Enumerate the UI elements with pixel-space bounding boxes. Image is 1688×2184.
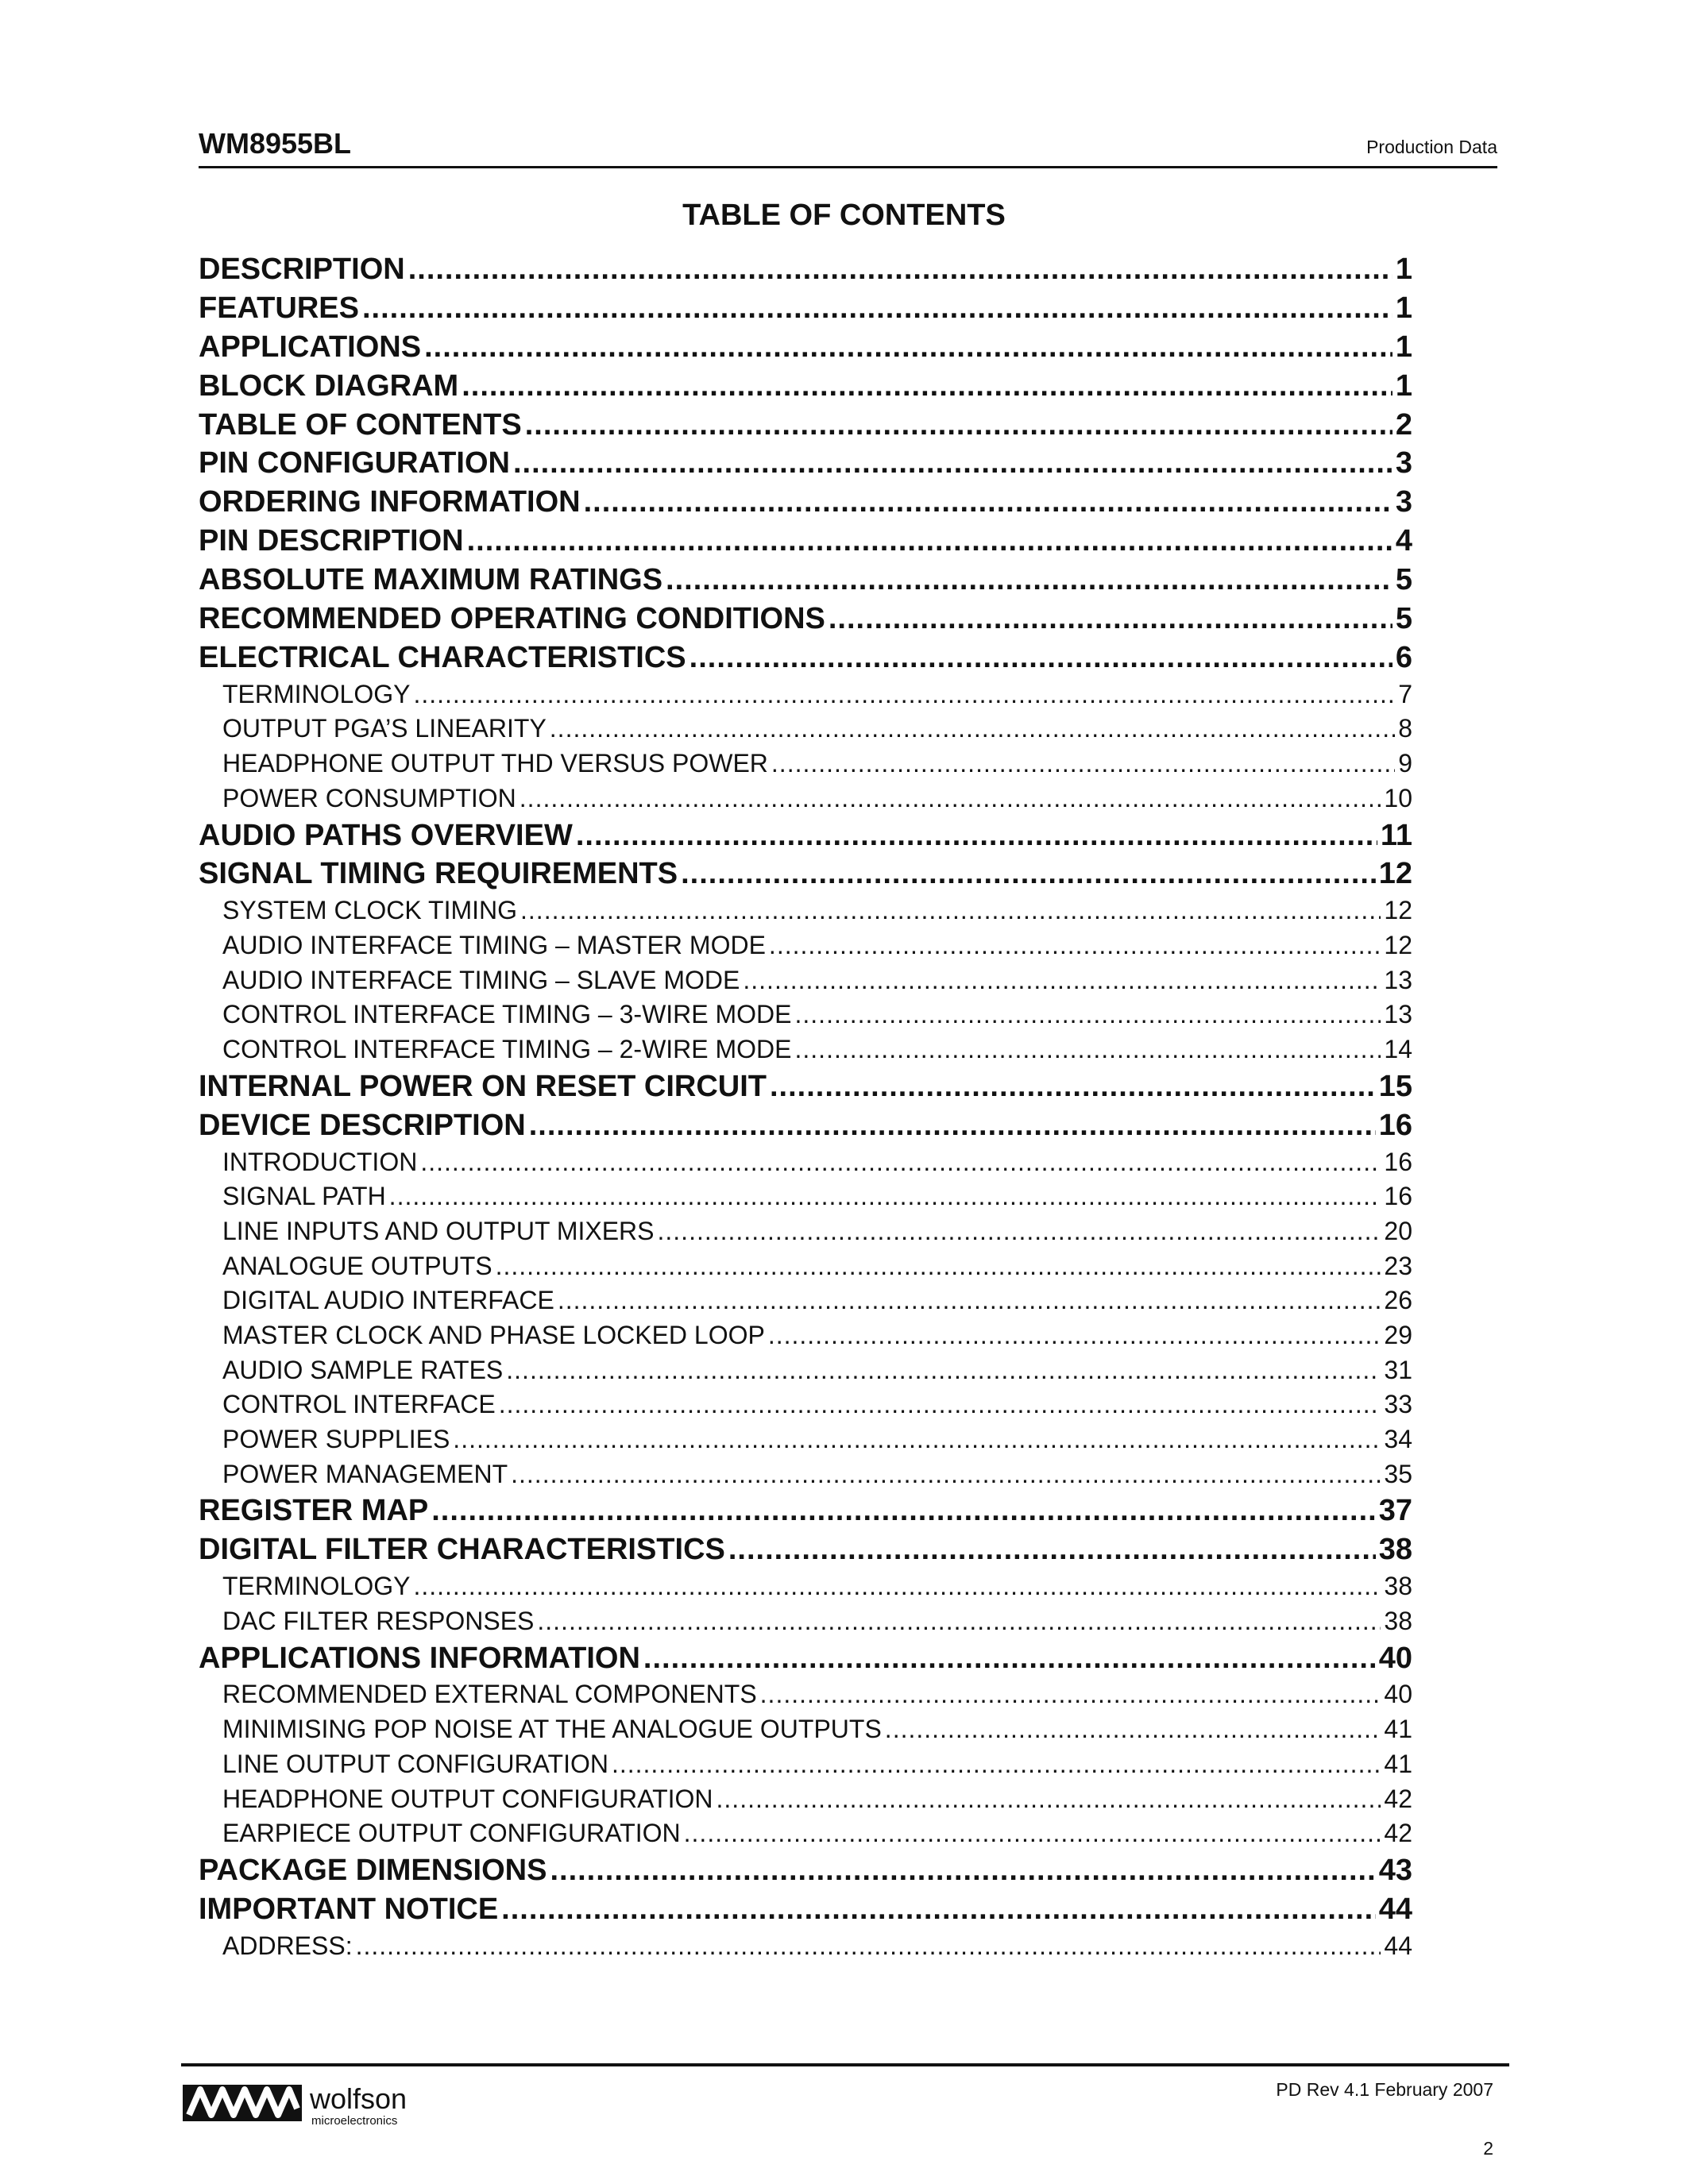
doc-status: Production Data bbox=[1366, 137, 1497, 157]
toc-subsection-entry[interactable] bbox=[199, 1252, 1412, 1287]
toc-entry-label: DIGITAL FILTER CHARACTERISTICS bbox=[199, 1533, 725, 1567]
toc-dot-leader bbox=[506, 1356, 1381, 1385]
toc-entry-page: 40 bbox=[1384, 1680, 1412, 1709]
toc-entry-label: INTERNAL POWER ON RESET CIRCUIT bbox=[199, 1069, 767, 1103]
toc-dot-leader bbox=[795, 1035, 1381, 1064]
toc-dot-leader bbox=[525, 408, 1393, 442]
toc-section-entry[interactable] bbox=[199, 485, 1412, 524]
toc-section-entry[interactable] bbox=[199, 1854, 1412, 1893]
toc-entry-page: 6 bbox=[1395, 640, 1412, 674]
toc-subsection-entry[interactable] bbox=[199, 1148, 1412, 1183]
toc-dot-leader bbox=[520, 896, 1381, 925]
toc-dot-leader bbox=[717, 1785, 1381, 1814]
toc-section-entry[interactable] bbox=[199, 446, 1412, 485]
toc-entry-page: 5 bbox=[1395, 602, 1412, 636]
toc-dot-leader bbox=[666, 563, 1393, 597]
toc-entry-label: HEADPHONE OUTPUT THD VERSUS POWER bbox=[222, 749, 768, 778]
toc-entry-label: MINIMISING POP NOISE AT THE ANALOGUE OUTPUTS bbox=[222, 1715, 882, 1744]
toc-dot-leader bbox=[513, 446, 1393, 480]
toc-entry-label: TERMINOLOGY bbox=[222, 1572, 411, 1601]
toc-subsection-entry[interactable] bbox=[199, 896, 1412, 931]
toc-entry-label: BLOCK DIAGRAM bbox=[199, 369, 459, 403]
toc-section-entry[interactable] bbox=[199, 524, 1412, 563]
toc-entry-page: 5 bbox=[1395, 563, 1412, 597]
toc-dot-leader bbox=[550, 1854, 1375, 1888]
toc-entry-page: 12 bbox=[1384, 931, 1412, 960]
toc-subsection-entry[interactable] bbox=[199, 1460, 1412, 1495]
toc-subsection-entry[interactable] bbox=[199, 680, 1412, 715]
toc-entry-page: 20 bbox=[1384, 1216, 1412, 1245]
header-divider bbox=[199, 166, 1497, 168]
toc-dot-leader bbox=[829, 602, 1393, 636]
toc-entry-label: SIGNAL TIMING REQUIREMENTS bbox=[199, 857, 678, 891]
toc-entry-page: 29 bbox=[1384, 1320, 1412, 1349]
toc-entry-page: 1 bbox=[1395, 253, 1412, 286]
toc-dot-leader bbox=[658, 1217, 1381, 1246]
toc-dot-leader bbox=[529, 1109, 1376, 1143]
toc-dot-leader bbox=[584, 485, 1393, 519]
toc-entry-label: OUTPUT PGA’S LINEARITY bbox=[222, 714, 547, 743]
toc-entry-page: 38 bbox=[1378, 1533, 1412, 1567]
toc-subsection-entry[interactable] bbox=[199, 1390, 1412, 1425]
logo-subtitle: microelectronics bbox=[311, 2114, 398, 2128]
toc-dot-leader bbox=[550, 714, 1395, 743]
toc-entry-page: 8 bbox=[1398, 714, 1412, 743]
toc-entry-label: APPLICATIONS bbox=[199, 330, 422, 364]
toc-entry-page: 16 bbox=[1378, 1108, 1412, 1142]
toc-dot-leader bbox=[689, 641, 1393, 675]
toc-subsection-entry[interactable] bbox=[199, 1425, 1412, 1460]
toc-entry-label: APPLICATIONS INFORMATION bbox=[199, 1641, 640, 1675]
toc-entry-label: TABLE OF CONTENTS bbox=[199, 407, 522, 442]
toc-section-entry[interactable] bbox=[199, 408, 1412, 447]
toc-dot-leader bbox=[558, 1286, 1381, 1315]
toc-entry-label: ADDRESS: bbox=[222, 1931, 353, 1960]
toc-entry-label: POWER MANAGEMENT bbox=[222, 1459, 508, 1488]
toc-subsection-entry[interactable] bbox=[199, 1931, 1412, 1966]
part-number: WM8955BL bbox=[199, 127, 352, 160]
toc-entry-label: CONTROL INTERFACE TIMING – 2-WIRE MODE bbox=[222, 1035, 792, 1064]
toc-entry-page: 26 bbox=[1384, 1286, 1412, 1315]
toc-entry-label: AUDIO INTERFACE TIMING – MASTER MODE bbox=[222, 931, 766, 960]
toc-entry-label: SYSTEM CLOCK TIMING bbox=[222, 896, 518, 925]
toc-dot-leader bbox=[462, 369, 1393, 403]
toc-section-entry[interactable] bbox=[199, 1109, 1412, 1148]
toc-entry-label: PACKAGE DIMENSIONS bbox=[199, 1853, 547, 1887]
page-number: 2 bbox=[1483, 2138, 1493, 2159]
toc-subsection-entry[interactable] bbox=[199, 1750, 1412, 1785]
toc-entry-label: INTRODUCTION bbox=[222, 1147, 418, 1176]
toc-entry-label: DEVICE DESCRIPTION bbox=[199, 1108, 526, 1142]
toc-dot-leader bbox=[467, 524, 1393, 558]
toc-dot-leader bbox=[413, 680, 1395, 709]
toc-dot-leader bbox=[362, 291, 1393, 326]
toc-subsection-entry[interactable] bbox=[199, 1035, 1412, 1070]
toc-section-entry[interactable] bbox=[199, 819, 1412, 858]
toc-dot-leader bbox=[501, 1893, 1376, 1927]
toc-entry-page: 1 bbox=[1395, 369, 1412, 403]
toc-entry-label: FEATURES bbox=[199, 291, 359, 325]
toc-entry-page: 42 bbox=[1384, 1819, 1412, 1848]
toc-entry-page: 13 bbox=[1384, 1000, 1412, 1029]
toc-dot-leader bbox=[520, 784, 1381, 813]
toc-entry-label: REGISTER MAP bbox=[199, 1494, 429, 1528]
toc-dot-leader bbox=[537, 1607, 1381, 1636]
toc-entry-page: 3 bbox=[1395, 446, 1412, 480]
toc-dot-leader bbox=[612, 1750, 1381, 1779]
toc-entry-label: DESCRIPTION bbox=[199, 253, 405, 286]
toc-entry-label: MASTER CLOCK AND PHASE LOCKED LOOP bbox=[222, 1320, 765, 1349]
toc-entry-page: 3 bbox=[1395, 485, 1412, 519]
toc-subsection-entry[interactable] bbox=[199, 1000, 1412, 1035]
toc-section-entry[interactable] bbox=[199, 1494, 1412, 1533]
toc-dot-leader bbox=[431, 1494, 1375, 1528]
toc-entry-label: AUDIO SAMPLE RATES bbox=[222, 1355, 504, 1384]
toc-dot-leader bbox=[408, 253, 1393, 287]
toc-entry-label: EARPIECE OUTPUT CONFIGURATION bbox=[222, 1819, 681, 1848]
toc-entry-label: RECOMMENDED OPERATING CONDITIONS bbox=[199, 602, 825, 636]
toc-dot-leader bbox=[885, 1715, 1381, 1744]
toc-subsection-entry[interactable] bbox=[199, 1715, 1412, 1750]
toc-dot-leader bbox=[389, 1182, 1381, 1211]
toc-entry-page: 12 bbox=[1378, 857, 1412, 891]
toc-entry-label: ORDERING INFORMATION bbox=[199, 485, 581, 519]
toc-section-entry[interactable] bbox=[199, 330, 1412, 369]
toc-section-entry[interactable] bbox=[199, 1533, 1412, 1572]
toc-entry-label: TERMINOLOGY bbox=[222, 679, 411, 708]
toc-dot-leader bbox=[413, 1572, 1381, 1601]
toc-section-entry[interactable] bbox=[199, 291, 1412, 330]
toc-section-entry[interactable] bbox=[199, 1642, 1412, 1680]
toc-entry-page: 10 bbox=[1384, 783, 1412, 812]
toc-entry-label: HEADPHONE OUTPUT CONFIGURATION bbox=[222, 1784, 713, 1813]
toc-entry-page: 15 bbox=[1378, 1069, 1412, 1103]
toc-entry-page: 16 bbox=[1384, 1147, 1412, 1176]
toc-entry-page: 12 bbox=[1384, 896, 1412, 925]
toc-dot-leader bbox=[768, 1321, 1381, 1350]
toc-entry-page: 33 bbox=[1384, 1390, 1412, 1419]
toc-entry-page: 11 bbox=[1380, 818, 1412, 852]
toc-entry-page: 4 bbox=[1395, 524, 1412, 558]
toc-entry-page: 44 bbox=[1378, 1892, 1412, 1926]
toc-subsection-entry[interactable] bbox=[199, 1819, 1412, 1854]
toc-dot-leader bbox=[769, 931, 1381, 960]
toc-entry-label: PIN CONFIGURATION bbox=[199, 446, 510, 480]
toc-entry-label: CONTROL INTERFACE TIMING – 3-WIRE MODE bbox=[222, 1000, 792, 1029]
toc-dot-leader bbox=[684, 1819, 1381, 1848]
toc-entry-page: 37 bbox=[1378, 1494, 1412, 1528]
toc-entry-page: 14 bbox=[1384, 1035, 1412, 1064]
toc-entry-label: DIGITAL AUDIO INTERFACE bbox=[222, 1286, 554, 1315]
toc-entry-page: 1 bbox=[1395, 330, 1412, 364]
toc-entry-page: 35 bbox=[1384, 1459, 1412, 1488]
toc-entry-label: SIGNAL PATH bbox=[222, 1182, 386, 1211]
revision-info: PD Rev 4.1 February 2007 bbox=[1276, 2079, 1493, 2100]
toc-subsection-entry[interactable] bbox=[199, 1607, 1412, 1642]
toc-entry-page: 9 bbox=[1398, 749, 1412, 778]
toc-dot-leader bbox=[743, 966, 1381, 995]
toc-dot-leader bbox=[356, 1931, 1381, 1961]
toc-entry-label: AUDIO INTERFACE TIMING – SLAVE MODE bbox=[222, 965, 740, 994]
toc-entry-page: 38 bbox=[1384, 1572, 1412, 1601]
toc-entry-page: 34 bbox=[1384, 1425, 1412, 1454]
toc-entry-page: 38 bbox=[1384, 1606, 1412, 1635]
toc-dot-leader bbox=[499, 1390, 1381, 1419]
toc-dot-leader bbox=[576, 819, 1377, 853]
toc-entry-label: POWER SUPPLIES bbox=[222, 1425, 450, 1454]
toc-section-entry[interactable] bbox=[199, 1893, 1412, 1931]
toc-section-entry[interactable] bbox=[199, 641, 1412, 680]
toc-entry-label: CONTROL INTERFACE bbox=[222, 1390, 496, 1419]
toc-subsection-entry[interactable] bbox=[199, 714, 1412, 749]
toc-dot-leader bbox=[424, 330, 1393, 365]
toc-entry-label: PIN DESCRIPTION bbox=[199, 524, 464, 558]
toc-entry-page: 31 bbox=[1384, 1355, 1412, 1384]
toc-entry-label: ELECTRICAL CHARACTERISTICS bbox=[199, 640, 686, 674]
toc-section-entry[interactable] bbox=[199, 857, 1412, 896]
toc-dot-leader bbox=[511, 1460, 1381, 1489]
toc-section-entry[interactable] bbox=[199, 1070, 1412, 1109]
toc-subsection-entry[interactable] bbox=[199, 1785, 1412, 1819]
toc-entry-page: 40 bbox=[1378, 1641, 1412, 1675]
toc-subsection-entry[interactable] bbox=[199, 1572, 1412, 1607]
toc-entry-label: LINE INPUTS AND OUTPUT MIXERS bbox=[222, 1216, 655, 1245]
toc-entry-page: 13 bbox=[1384, 965, 1412, 994]
toc-title: TABLE OF CONTENTS bbox=[682, 199, 1006, 232]
toc-section-entry[interactable] bbox=[199, 602, 1412, 641]
toc-subsection-entry[interactable] bbox=[199, 1356, 1412, 1391]
toc-subsection-entry[interactable] bbox=[199, 749, 1412, 784]
toc-entry-label: LINE OUTPUT CONFIGURATION bbox=[222, 1749, 608, 1778]
toc-entry-page: 41 bbox=[1384, 1749, 1412, 1778]
toc-entry-label: AUDIO PATHS OVERVIEW bbox=[199, 818, 573, 852]
toc-dot-leader bbox=[771, 749, 1395, 778]
toc-section-entry[interactable] bbox=[199, 253, 1412, 291]
toc-entry-label: POWER CONSUMPTION bbox=[222, 783, 516, 812]
toc-dot-leader bbox=[420, 1148, 1381, 1177]
toc-subsection-entry[interactable] bbox=[199, 1217, 1412, 1252]
toc-entry-label: IMPORTANT NOTICE bbox=[199, 1892, 499, 1926]
toc-subsection-entry[interactable] bbox=[199, 1321, 1412, 1356]
toc-subsection-entry[interactable] bbox=[199, 784, 1412, 819]
toc-subsection-entry[interactable] bbox=[199, 1286, 1412, 1321]
toc-entry-page: 23 bbox=[1384, 1251, 1412, 1280]
toc-entry-label: ANALOGUE OUTPUTS bbox=[222, 1251, 492, 1280]
table-of-contents bbox=[199, 253, 1412, 1966]
toc-dot-leader bbox=[795, 1000, 1381, 1029]
toc-subsection-entry[interactable] bbox=[199, 1182, 1412, 1217]
toc-entry-label: ABSOLUTE MAXIMUM RATINGS bbox=[199, 563, 663, 597]
toc-entry-page: 42 bbox=[1384, 1784, 1412, 1813]
toc-dot-leader bbox=[496, 1252, 1381, 1281]
toc-entry-page: 44 bbox=[1384, 1931, 1412, 1960]
toc-dot-leader bbox=[681, 857, 1376, 891]
toc-section-entry[interactable] bbox=[199, 369, 1412, 408]
toc-entry-page: 41 bbox=[1384, 1715, 1412, 1744]
logo-name: wolfson bbox=[310, 2082, 408, 2115]
toc-entry-page: 1 bbox=[1395, 291, 1412, 325]
footer-divider bbox=[181, 2063, 1509, 2066]
toc-subsection-entry[interactable] bbox=[199, 931, 1412, 966]
toc-dot-leader bbox=[770, 1070, 1376, 1104]
toc-entry-label: DAC FILTER RESPONSES bbox=[222, 1606, 535, 1635]
wolfson-wave-icon bbox=[183, 2085, 302, 2121]
toc-entry-page: 16 bbox=[1384, 1182, 1412, 1211]
toc-subsection-entry[interactable] bbox=[199, 1680, 1412, 1715]
toc-subsection-entry[interactable] bbox=[199, 966, 1412, 1001]
toc-dot-leader bbox=[453, 1425, 1381, 1454]
toc-entry-page: 43 bbox=[1378, 1853, 1412, 1887]
wolfson-logo bbox=[183, 2077, 469, 2131]
toc-dot-leader bbox=[760, 1680, 1381, 1709]
toc-entry-page: 7 bbox=[1398, 679, 1412, 708]
toc-dot-leader bbox=[643, 1642, 1376, 1676]
toc-entry-page: 2 bbox=[1395, 407, 1412, 442]
toc-section-entry[interactable] bbox=[199, 563, 1412, 602]
toc-dot-leader bbox=[728, 1533, 1376, 1567]
toc-entry-label: RECOMMENDED EXTERNAL COMPONENTS bbox=[222, 1680, 757, 1709]
